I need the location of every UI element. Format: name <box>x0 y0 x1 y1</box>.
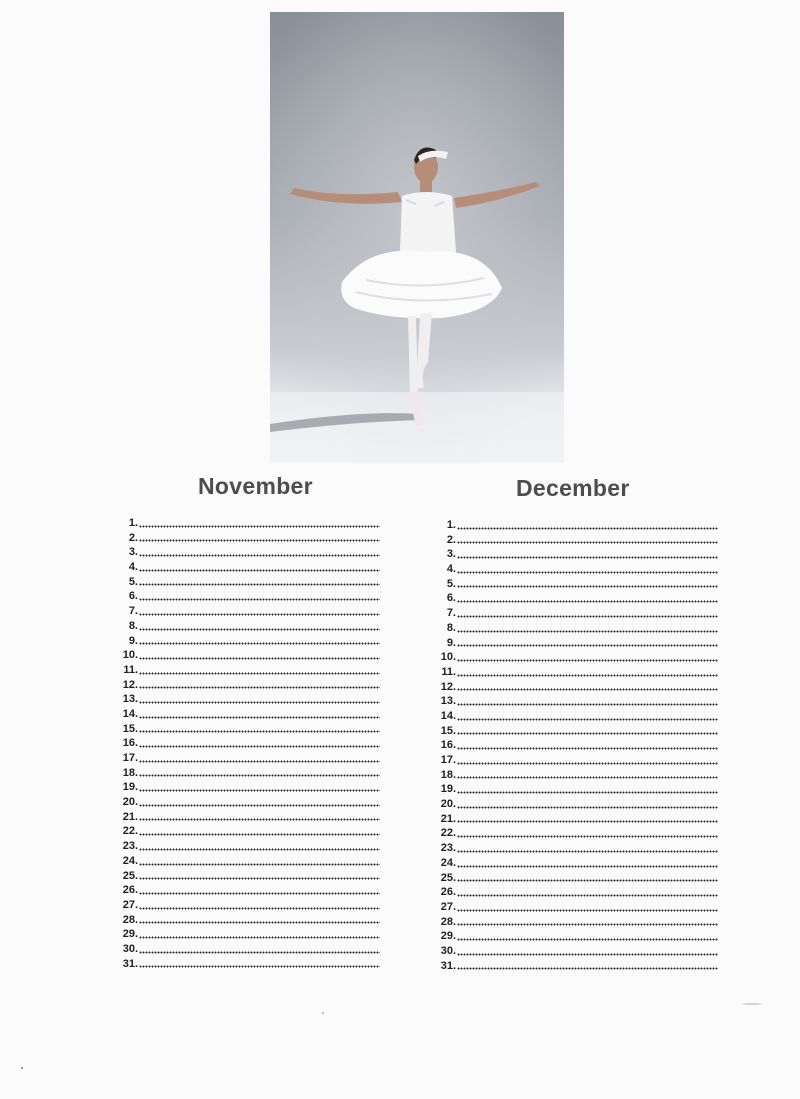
december-day-row <box>436 709 718 724</box>
november-day-row <box>118 942 380 957</box>
day-number: 3. <box>446 548 456 561</box>
november-day-row <box>118 839 380 854</box>
day-number: 6. <box>446 592 456 605</box>
dotted-entry-line <box>457 865 718 868</box>
dotted-entry-line <box>139 554 380 557</box>
day-number: 27. <box>122 898 138 911</box>
december-day-row <box>436 665 718 680</box>
day-number: 30. <box>122 942 138 955</box>
day-number: 22. <box>122 825 138 838</box>
dotted-entry-line <box>457 791 718 794</box>
november-day-row <box>118 648 380 663</box>
november-day-row <box>118 531 380 546</box>
dotted-entry-line <box>139 657 380 660</box>
paper-speck <box>742 1003 762 1005</box>
dotted-entry-line <box>139 628 380 631</box>
december-day-row <box>436 547 718 562</box>
day-number: 9. <box>128 634 138 647</box>
november-day-row <box>118 619 380 634</box>
day-number: 14. <box>122 707 138 720</box>
november-day-row <box>118 560 380 575</box>
day-number: 13. <box>122 693 138 706</box>
december-day-row <box>436 724 718 739</box>
day-number: 6. <box>128 590 138 603</box>
december-day-row <box>436 694 718 709</box>
november-day-row <box>118 780 380 795</box>
day-number: 16. <box>440 739 456 752</box>
december-day-row <box>436 915 718 930</box>
november-day-row <box>118 810 380 825</box>
day-number: 30. <box>440 944 456 957</box>
day-number: 15. <box>122 722 138 735</box>
dotted-entry-line <box>457 585 718 588</box>
dotted-entry-line <box>139 525 380 528</box>
dotted-entry-line <box>457 674 718 677</box>
dotted-entry-line <box>457 967 718 970</box>
december-day-row <box>436 782 718 797</box>
dotted-entry-line <box>139 760 380 763</box>
december-day-row <box>436 533 718 548</box>
dotted-entry-line <box>139 863 380 866</box>
day-number: 29. <box>122 928 138 941</box>
day-number: 23. <box>122 840 138 853</box>
november-day-row <box>118 854 380 869</box>
dotted-entry-line <box>139 642 380 645</box>
day-number: 15. <box>440 724 456 737</box>
dotted-entry-line <box>139 921 380 924</box>
dotted-entry-line <box>457 909 718 912</box>
december-day-row <box>436 871 718 886</box>
dotted-entry-line <box>457 806 718 809</box>
day-number: 1. <box>446 519 456 531</box>
november-day-row <box>118 736 380 751</box>
dotted-entry-line <box>457 879 718 882</box>
dotted-entry-line <box>457 644 718 647</box>
dotted-entry-line <box>139 598 380 601</box>
dotted-entry-line <box>139 804 380 807</box>
dotted-entry-line <box>139 613 380 616</box>
november-day-row <box>118 957 380 972</box>
november-day-row <box>118 604 380 619</box>
day-number: 29. <box>440 930 456 943</box>
day-number: 28. <box>440 915 456 928</box>
dotted-entry-line <box>457 688 718 691</box>
dotted-entry-line <box>457 776 718 779</box>
day-number: 27. <box>440 900 456 913</box>
november-day-row <box>118 795 380 810</box>
day-number: 2. <box>128 531 138 544</box>
dotted-entry-line <box>139 539 380 542</box>
dotted-entry-line <box>139 789 380 792</box>
day-number: 12. <box>122 678 138 691</box>
day-number: 3. <box>128 546 138 559</box>
dotted-entry-line <box>139 686 380 689</box>
dotted-entry-line <box>457 718 718 721</box>
november-day-row <box>118 516 380 531</box>
november-day-row <box>118 692 380 707</box>
day-number: 10. <box>122 649 138 662</box>
day-number: 11. <box>123 663 138 676</box>
december-title: December <box>516 475 630 501</box>
dotted-entry-line <box>457 835 718 838</box>
dotted-entry-line <box>139 951 380 954</box>
day-number: 21. <box>440 812 456 825</box>
dotted-entry-line <box>139 774 380 777</box>
december-day-row <box>436 826 718 841</box>
dotted-entry-line <box>457 600 718 603</box>
day-number: 20. <box>122 796 138 809</box>
day-number: 11. <box>441 665 456 678</box>
day-number: 7. <box>446 607 456 620</box>
dotted-entry-line <box>139 716 380 719</box>
dotted-entry-line <box>457 850 718 853</box>
ballerina-photo <box>270 12 564 463</box>
dotted-entry-line <box>457 747 718 750</box>
november-day-row <box>118 766 380 781</box>
day-number: 18. <box>440 768 456 781</box>
dotted-entry-line <box>457 938 718 941</box>
day-number: 19. <box>122 781 138 794</box>
november-day-list <box>118 516 380 971</box>
december-day-row <box>436 591 718 606</box>
december-day-row <box>436 885 718 900</box>
dotted-entry-line <box>139 892 380 895</box>
december-day-row <box>436 812 718 827</box>
november-day-row <box>118 869 380 884</box>
dotted-entry-line <box>457 571 718 574</box>
day-number: 12. <box>440 680 456 693</box>
day-number: 5. <box>128 575 138 588</box>
day-number: 20. <box>440 798 456 811</box>
december-day-row <box>436 841 718 856</box>
dotted-entry-line <box>457 894 718 897</box>
dotted-entry-line <box>457 703 718 706</box>
dotted-entry-line <box>457 615 718 618</box>
dotted-entry-line <box>457 659 718 662</box>
november-day-row <box>118 883 380 898</box>
dotted-entry-line <box>139 569 380 572</box>
dotted-entry-line <box>139 583 380 586</box>
day-number: 25. <box>440 871 456 884</box>
dotted-entry-line <box>139 848 380 851</box>
december-day-row <box>436 856 718 871</box>
november-title: November <box>198 473 313 499</box>
day-number: 23. <box>440 842 456 855</box>
december-day-list <box>436 518 718 973</box>
december-day-row <box>436 753 718 768</box>
december-day-row <box>436 797 718 812</box>
day-number: 26. <box>440 886 456 899</box>
day-number: 5. <box>446 577 456 590</box>
day-number: 17. <box>440 754 456 766</box>
november-day-row <box>118 589 380 604</box>
november-day-row <box>118 678 380 693</box>
dotted-entry-line <box>457 527 718 530</box>
december-day-row <box>436 562 718 577</box>
dotted-entry-line <box>457 732 718 735</box>
day-number: 21. <box>122 810 138 823</box>
dotted-entry-line <box>139 907 380 910</box>
dotted-entry-line <box>139 745 380 748</box>
day-number: 16. <box>122 737 138 750</box>
day-number: 4. <box>128 561 138 574</box>
day-number: 4. <box>446 563 456 576</box>
day-number: 1. <box>128 517 138 529</box>
november-day-row <box>118 751 380 766</box>
november-day-row <box>118 927 380 942</box>
december-day-row <box>436 944 718 959</box>
december-day-row <box>436 636 718 651</box>
day-number: 22. <box>440 827 456 840</box>
november-day-row <box>118 707 380 722</box>
day-number: 8. <box>446 621 456 634</box>
december-day-row <box>436 768 718 783</box>
november-day-row <box>118 722 380 737</box>
ballerina-illustration <box>270 12 564 463</box>
day-number: 7. <box>128 605 138 618</box>
december-day-row <box>436 959 718 974</box>
day-number: 28. <box>122 913 138 926</box>
day-number: 24. <box>440 856 456 869</box>
day-number: 14. <box>440 709 456 722</box>
december-day-row <box>436 929 718 944</box>
day-number: 26. <box>122 884 138 897</box>
december-day-row <box>436 621 718 636</box>
december-day-row <box>436 650 718 665</box>
day-number: 8. <box>128 619 138 632</box>
dotted-entry-line <box>457 953 718 956</box>
dotted-entry-line <box>139 672 380 675</box>
day-number: 25. <box>122 869 138 882</box>
november-day-row <box>118 634 380 649</box>
day-number: 31. <box>122 957 138 970</box>
day-number: 19. <box>440 783 456 796</box>
day-number: 10. <box>440 651 456 664</box>
december-day-row <box>436 900 718 915</box>
day-number: 2. <box>446 533 456 546</box>
day-number: 13. <box>440 695 456 708</box>
december-day-row <box>436 738 718 753</box>
dotted-entry-line <box>139 936 380 939</box>
paper-speck <box>322 1012 324 1014</box>
dotted-entry-line <box>457 923 718 926</box>
dotted-entry-line <box>139 965 380 968</box>
dotted-entry-line <box>457 762 718 765</box>
day-number: 9. <box>446 636 456 649</box>
december-day-row <box>436 680 718 695</box>
november-day-row <box>118 663 380 678</box>
paper-speck <box>21 1067 23 1069</box>
dotted-entry-line <box>457 541 718 544</box>
dotted-entry-line <box>139 701 380 704</box>
dotted-entry-line <box>139 818 380 821</box>
dotted-entry-line <box>457 630 718 633</box>
dotted-entry-line <box>457 556 718 559</box>
november-day-row <box>118 575 380 590</box>
november-day-row <box>118 898 380 913</box>
dotted-entry-line <box>139 877 380 880</box>
november-day-row <box>118 913 380 928</box>
december-day-row <box>436 606 718 621</box>
november-day-row <box>118 545 380 560</box>
november-day-row <box>118 824 380 839</box>
day-number: 17. <box>122 752 138 764</box>
dotted-entry-line <box>139 833 380 836</box>
dotted-entry-line <box>457 820 718 823</box>
december-day-row <box>436 518 718 533</box>
day-number: 24. <box>122 854 138 867</box>
day-number: 31. <box>440 959 456 972</box>
dotted-entry-line <box>139 730 380 733</box>
day-number: 18. <box>122 766 138 779</box>
december-day-row <box>436 577 718 592</box>
